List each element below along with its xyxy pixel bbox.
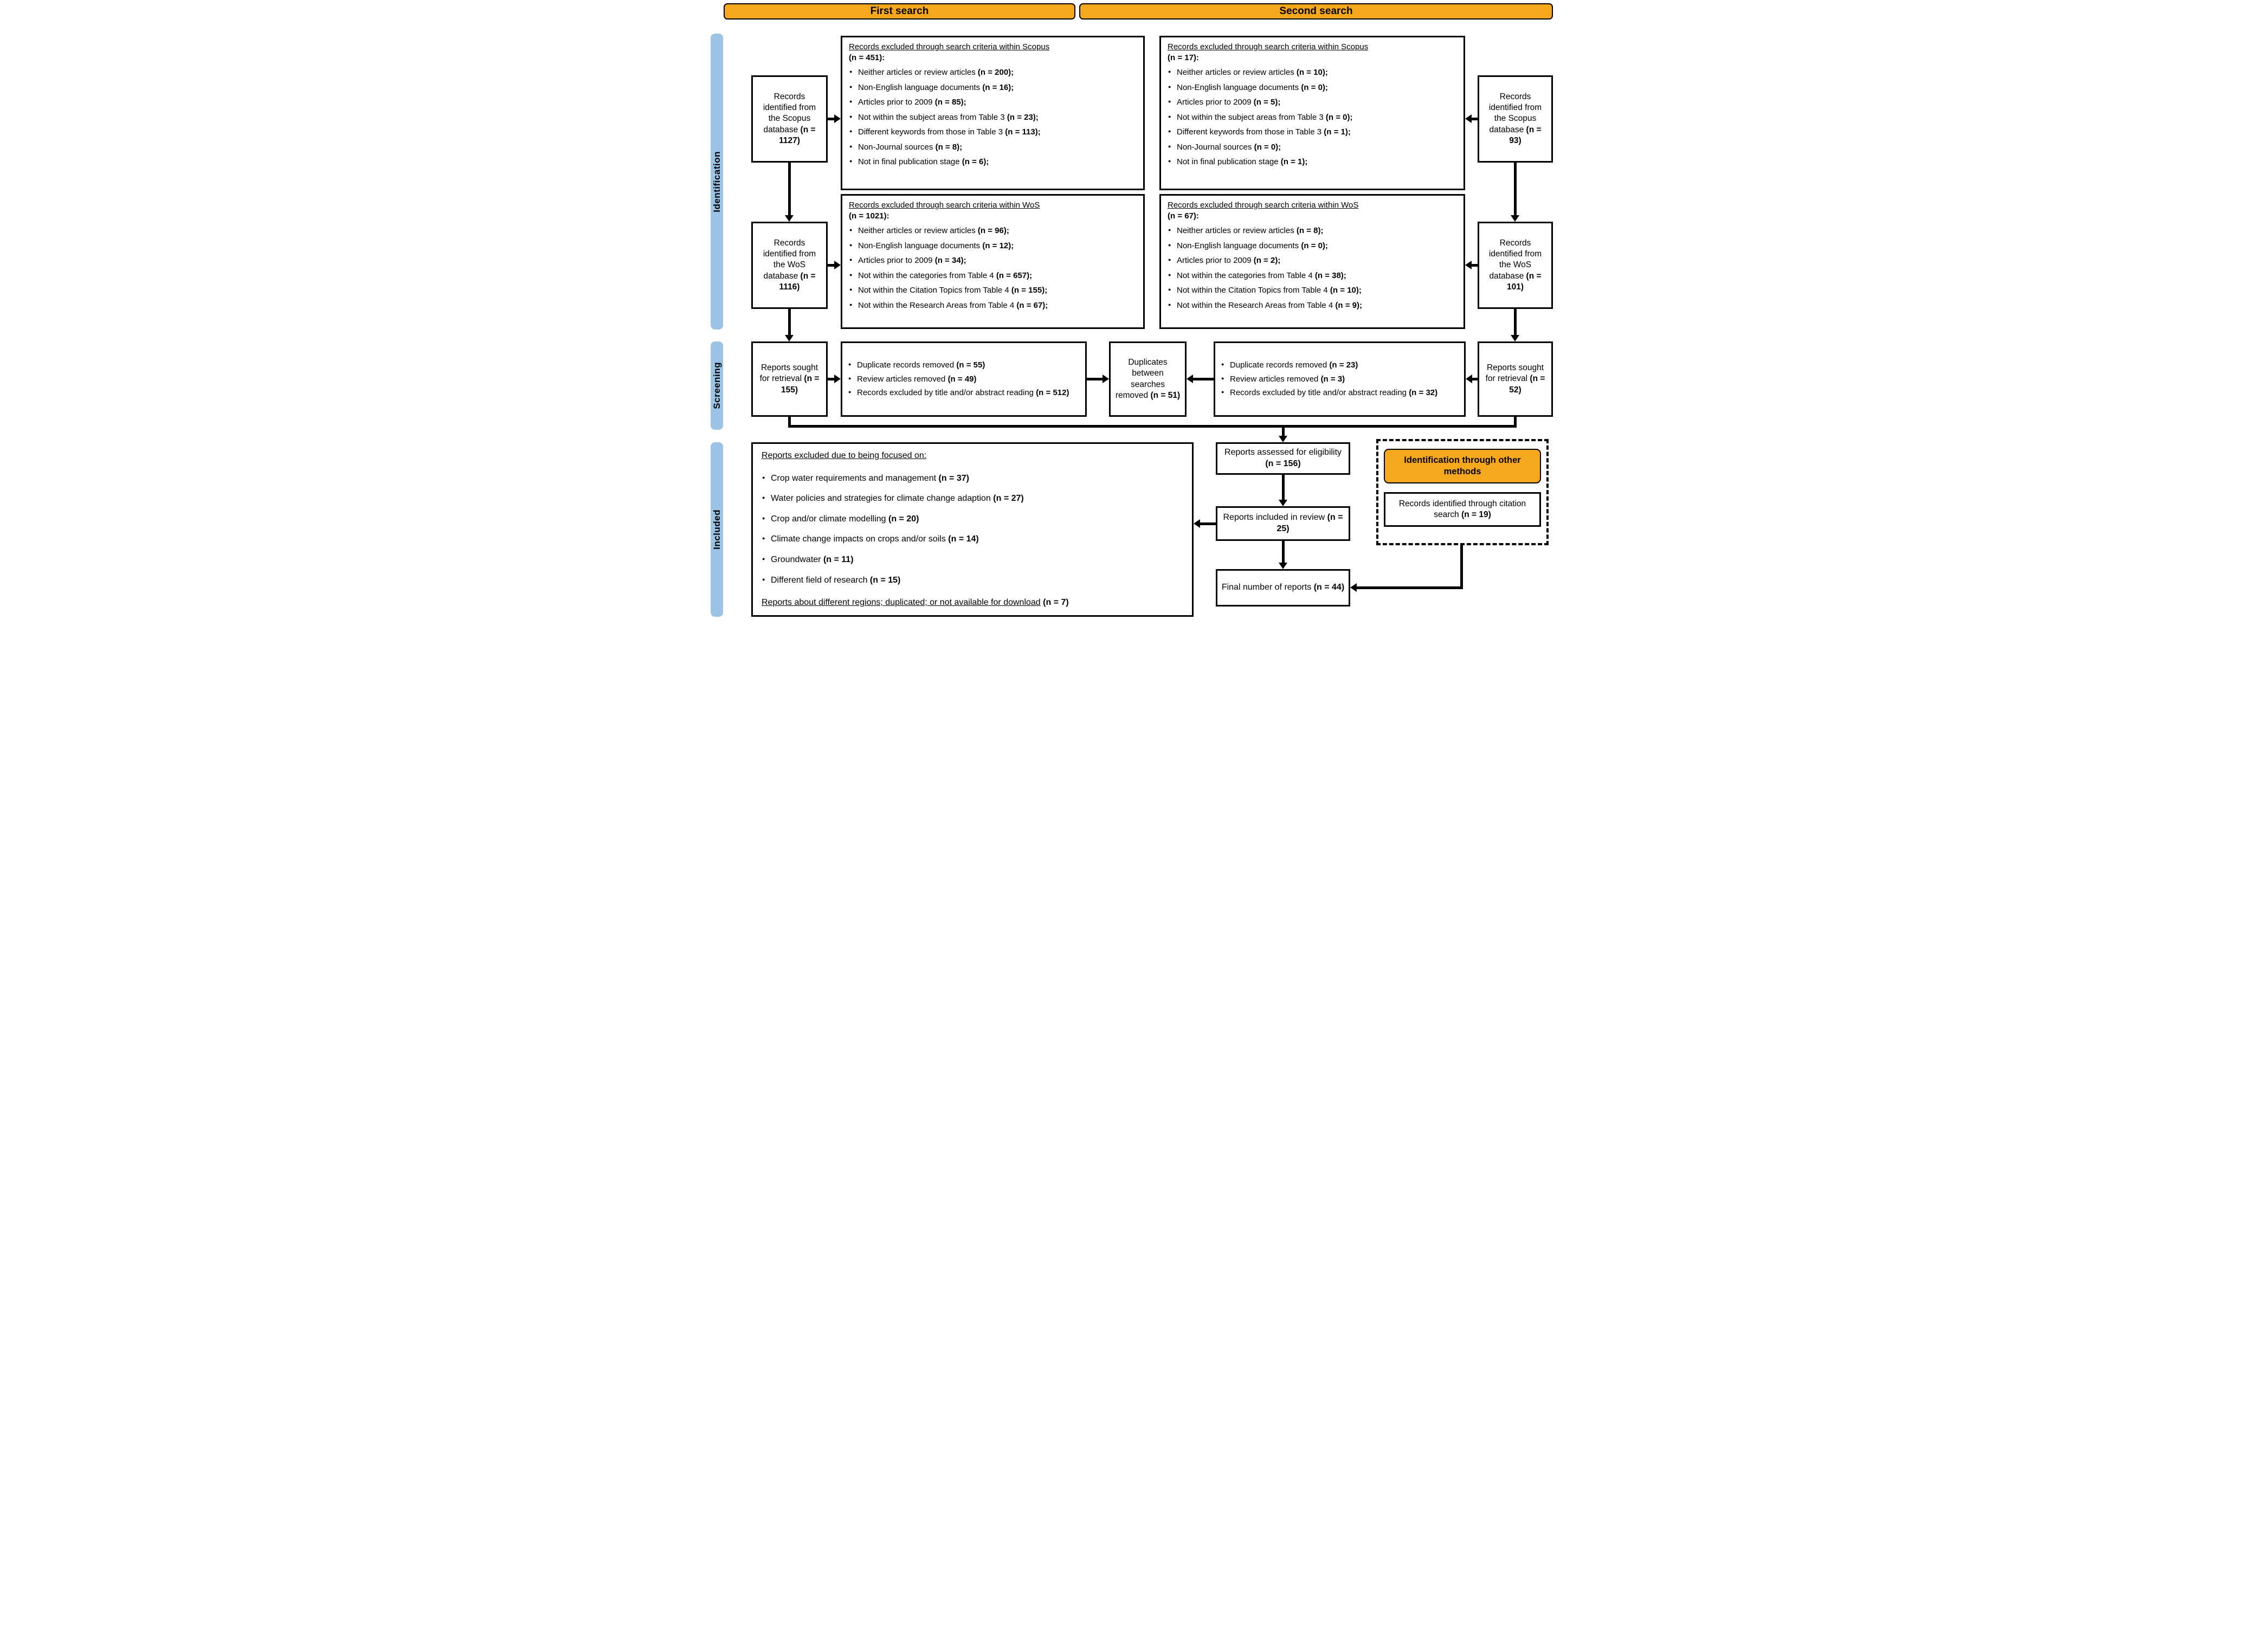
label-text: Reports included in review [1223,513,1325,522]
excluded-count: (n = 1021): [849,211,889,221]
reports-included-review-box [1216,506,1350,541]
arrowhead-removed1-to-duplicates [1103,375,1109,383]
arrowhead-wos1-to-excluded [834,261,841,269]
reports-sought-first-text [756,363,823,395]
reports-sought-first-box [751,341,828,417]
scopus-excluded-first-list [849,67,1137,167]
bullet-item: ● Not within the categories from Table 4 (n = 657); [849,270,1137,281]
arrowhead-scopus1-down [785,215,794,222]
bullet-item: ● Non-English language documents (n = 12); [849,241,1137,251]
bullet-item: ● Climate change impacts on crops and/or soils (n = 14) [762,534,1183,545]
bullet-item: ● Neither articles or review articles (n = 200); [849,67,1137,78]
screening-removed-first-list [848,360,1080,398]
bullet-item: ● Groundwater (n = 11) [762,554,1183,566]
scopus-excluded-second-list [1168,67,1457,167]
arrowhead-removed2-to-duplicates [1187,375,1193,383]
reports-excluded-focus-box [751,442,1194,617]
first-search-header [724,3,1075,20]
phase-tab-identification [711,34,723,330]
citation-search-text [1389,499,1536,520]
wos-excluded-second-box [1159,194,1465,329]
bullet-item: ● Non-Journal sources (n = 0); [1168,142,1457,153]
other-methods-header [1384,449,1541,483]
excluded-title: Records excluded through search criteria within WoS [849,201,1040,210]
reports-excluded-list [762,464,1183,595]
other-methods-header-label: Identification through other methods [1404,455,1521,476]
excluded-title: Records excluded through search criteria within Scopus [849,42,1050,51]
screening-removed-second-list [1221,360,1459,398]
final-reports-text [1222,582,1344,593]
arrow-included-to-final [1282,541,1285,563]
reports-excluded-footer [762,597,1183,609]
label-text: Reports assessed for eligibility [1224,448,1342,457]
bullet-item: ● Records excluded by title and/or abstract reading (n = 512) [848,388,1080,398]
arrow-citation-to-final [1357,586,1463,589]
bullet-item: ● Not within the Citation Topics from Table 4 (n = 155); [849,285,1137,296]
arrowhead-scopus2-to-excluded [1465,114,1472,123]
records-wos-second-text [1482,238,1548,293]
phase-tab-screening-label: Screening [711,362,722,409]
reports-excluded-title: Reports excluded due to being focused on: [762,451,927,460]
bullet-item: ● Non-English language documents (n = 16); [849,82,1137,93]
excluded-title: Records excluded through search criteria within Scopus [1168,42,1369,51]
bullet-item: ● Crop water requirements and management (n = 37) [762,473,1183,485]
arrow-included-to-excluded [1200,522,1216,525]
arrowhead-wos2-down [1511,335,1519,341]
arrow-removed2-to-duplicates [1193,378,1214,380]
reports-sought-second-box [1478,341,1553,417]
bullet-item: ● Not within the Research Areas from Table 4 (n = 9); [1168,300,1457,311]
screening-removed-second-box [1214,341,1466,417]
excluded-count: (n = 17): [1168,53,1199,62]
label-count: (n = 155) [781,374,820,395]
bullet-item: ● Not within the Citation Topics from Table 4 (n = 10); [1168,285,1457,296]
arrow-wos2-to-excluded [1472,264,1478,267]
duplicates-between-searches-text [1114,357,1182,401]
arrow-wos1-down [788,309,791,335]
reports-assessed-text [1221,447,1345,470]
bullet-item: ● Review articles removed (n = 49) [848,374,1080,385]
phase-tab-included-label: Included [711,509,722,550]
arrowhead-scopus2-down [1511,215,1519,222]
arrow-assessed-to-included [1282,475,1285,500]
bullet-item: ● Articles prior to 2009 (n = 5); [1168,97,1457,108]
arrow-sought1-to-removed [828,378,834,380]
label-text: Duplicates between searches removed [1115,358,1168,400]
reports-sought-second-text [1482,363,1548,395]
excluded-title: Records excluded through search criteria within WoS [1168,201,1359,210]
excluded-count: (n = 451): [849,53,885,62]
arrow-removed1-to-duplicates [1087,378,1103,380]
label-count: (n = 52) [1509,374,1545,395]
arrow-scopus2-down [1514,163,1517,215]
bullet-item: ● Records excluded by title and/or abstract reading (n = 32) [1221,388,1459,398]
label-count: (n = 51) [1150,390,1181,400]
label-text: Reports sought for retrieval [759,363,818,384]
bullet-item: ● Neither articles or review articles (n = 96); [849,225,1137,236]
label-text: Reports sought for retrieval [1485,363,1544,384]
reports-included-review-text [1221,512,1345,535]
arrowhead-assessed-to-included [1279,500,1287,506]
second-search-header [1079,3,1553,20]
arrowhead-included-to-excluded [1194,519,1200,528]
bullet-item: ● Not within the Research Areas from Table 4 (n = 67); [849,300,1137,311]
label-text: Final number of reports [1221,583,1312,592]
bullet-item: ● Non-Journal sources (n = 8); [849,142,1137,153]
label-count: (n = 101) [1506,271,1542,292]
bullet-item: ● Water policies and strategies for climate change adaption (n = 27) [762,493,1183,505]
bullet-item: ● Different field of research (n = 15) [762,575,1183,586]
scopus-excluded-first-box [841,36,1145,190]
bullet-item: ● Non-English language documents (n = 0); [1168,241,1457,251]
bullet-item: ● Different keywords from those in Table 3 (n = 1); [1168,127,1457,138]
label-count: (n = 1127) [779,125,816,145]
label-text: Reports about different regions; duplicated; or not available for download [762,598,1041,608]
label-text: Records identified from the Scopus database [1488,92,1542,134]
first-search-header-label: First search [870,5,929,17]
bullet-item: ● Neither articles or review articles (n = 10); [1168,67,1457,78]
wos-excluded-first-list [849,225,1137,311]
arrow-sought2-to-removed [1472,378,1478,380]
wos-excluded-first-box [841,194,1145,329]
bullet-item: ● Articles prior to 2009 (n = 85); [849,97,1137,108]
reports-assessed-box [1216,442,1350,475]
arrow-wos1-to-excluded [828,264,834,267]
bullet-item: ● Different keywords from those in Table 3 (n = 113); [849,127,1137,138]
wos-excluded-second-list [1168,225,1457,311]
second-search-header-label: Second search [1279,5,1353,17]
arrowhead-to-assessed [1279,436,1287,442]
bullet-item: ● Not within the categories from Table 4 (n = 38); [1168,270,1457,281]
bullet-item: ● Not within the subject areas from Table 3 (n = 0); [1168,112,1457,123]
connector-right-down [1514,417,1517,428]
records-wos-first-box [751,222,828,309]
records-wos-first-text [756,238,823,293]
scopus-excluded-second-box [1159,36,1465,190]
label-count: (n = 7) [1043,598,1069,608]
arrowhead-scopus1-to-excluded [834,114,841,123]
arrowhead-citation-to-final [1350,583,1357,592]
bullet-item: ● Duplicate records removed (n = 55) [848,360,1080,371]
bullet-item: ● Neither articles or review articles (n = 8); [1168,225,1457,236]
arrowhead-sought1-to-removed [834,375,841,383]
bullet-item: ● Not in final publication stage (n = 6); [849,157,1137,167]
records-scopus-first-text [756,92,823,146]
prisma-flow-diagram [707,0,1556,623]
bullet-item: ● Articles prior to 2009 (n = 34); [849,255,1137,266]
bullet-item: ● Not within the subject areas from Table 3 (n = 23); [849,112,1137,123]
phase-tab-screening [711,341,723,430]
arrow-scopus1-to-excluded [828,118,834,120]
excluded-count: (n = 67): [1168,211,1199,221]
arrow-to-assessed [1282,425,1285,436]
bullet-item: ● Duplicate records removed (n = 23) [1221,360,1459,371]
label-text: Records identified from the Scopus database [763,92,816,134]
records-scopus-first-box [751,75,828,163]
arrowhead-wos2-to-excluded [1465,261,1472,269]
final-reports-box [1216,569,1350,606]
bullet-item: ● Articles prior to 2009 (n = 2); [1168,255,1457,266]
citation-search-box [1384,492,1541,527]
bullet-item: ● Not in final publication stage (n = 1); [1168,157,1457,167]
label-count: (n = 93) [1509,125,1542,145]
connector-horizontal [788,425,1517,428]
arrowhead-wos1-down [785,335,794,341]
label-count: (n = 25) [1276,513,1343,533]
records-wos-second-box [1478,222,1553,309]
label-count: (n = 1116) [779,271,816,292]
bullet-item: ● Crop and/or climate modelling (n = 20) [762,514,1183,525]
records-scopus-second-box [1478,75,1553,163]
bullet-item: ● Review articles removed (n = 3) [1221,374,1459,385]
screening-removed-first-box [841,341,1087,417]
label-count: (n = 19) [1461,510,1491,519]
label-count: (n = 156) [1265,459,1301,468]
bullet-item: ● Non-English language documents (n = 0); [1168,82,1457,93]
duplicates-between-searches-box [1109,341,1187,417]
label-count: (n = 44) [1313,583,1345,592]
arrowhead-included-to-final [1279,563,1287,569]
phase-tab-included [711,442,723,617]
arrow-wos2-down [1514,309,1517,335]
arrow-citation-down [1460,545,1463,589]
phase-tab-identification-label: Identification [711,151,722,212]
arrow-scopus1-down [788,163,791,215]
arrowhead-sought2-to-removed [1466,375,1472,383]
label-text: Records identified from the WoS database [1488,238,1542,281]
label-text: Records identified through citation search [1398,499,1526,519]
arrow-scopus2-to-excluded [1472,118,1478,120]
records-scopus-second-text [1482,92,1548,146]
label-text: Records identified from the WoS database [763,238,816,281]
